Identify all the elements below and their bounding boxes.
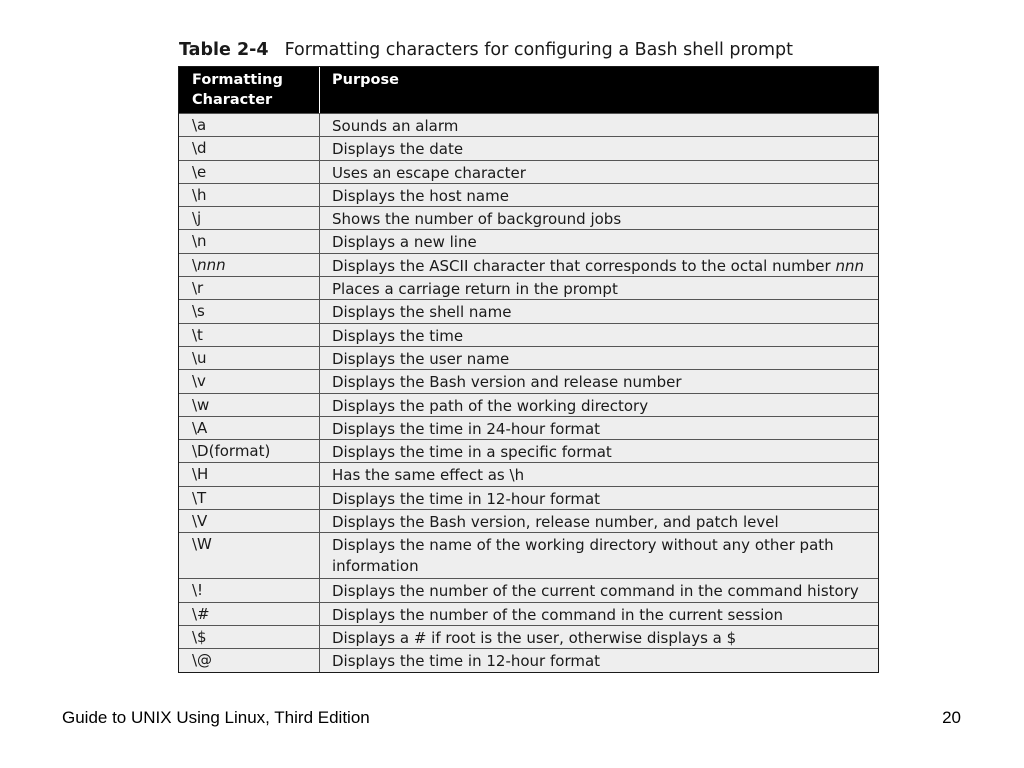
purpose-cell: Places a carriage return in the prompt [332,280,618,299]
table-row [179,346,878,369]
char-cell: \r [179,277,320,299]
char-cell: \V [179,510,320,532]
purpose-cell [320,254,878,276]
table-row [179,532,878,578]
table-row [179,509,878,532]
footer-book-title: Guide to UNIX Using Linux, Third Edition [62,708,370,727]
table-row [179,416,878,439]
char-italic: nnn [197,255,226,274]
char-cell: \T [179,487,320,509]
table-row [179,183,878,206]
purpose-cell: Displays the time in a specific format [332,443,612,462]
table-header-row [179,67,878,113]
char-cell: \H [179,463,320,485]
char-cell: \s [179,300,320,322]
table-row [179,299,878,322]
char-cell: \w [179,394,320,416]
header-col1-line2: Character [192,92,273,108]
table-row [179,323,878,346]
purpose-cell: Displays the time in 24-hour format [332,419,601,438]
table-row [179,578,878,601]
table-caption [179,38,793,62]
purpose-cell: Displays a new line [332,233,477,252]
purpose-cell: Displays the path of the working directory [332,396,649,415]
purpose-cell: Uses an escape character [332,163,526,182]
table-row [179,462,878,485]
char-prefix: \ [192,255,198,274]
table-row [179,229,878,252]
char-cell: \A [179,417,320,439]
char-cell: \$ [179,626,320,648]
char-cell: \W [179,533,320,578]
char-cell: \v [179,370,320,392]
char-cell: \D(format) [179,440,320,462]
header-formatting-character [179,67,320,113]
table-row [179,602,878,625]
table-row [179,113,878,136]
char-cell [179,254,320,276]
purpose-cell: Displays a # if root is the user, otherwise displays a $ [332,628,737,647]
header-col1-line1: Formatting [192,72,283,88]
table-row [179,136,878,159]
table-row [179,393,878,416]
char-cell: \e [179,161,320,183]
table-row [179,439,878,462]
char-cell: \j [179,207,320,229]
table-row [179,369,878,392]
char-cell: \t [179,324,320,346]
purpose-cell: Displays the time [332,326,464,345]
purpose-cell: Displays the name of the working directory without any other path information [332,536,834,576]
purpose-cell: Displays the time in 12-hour format [332,489,601,508]
char-cell: \u [179,347,320,369]
footer-page-number: 20 [942,708,961,727]
table-title: Formatting characters for configuring a Bash shell prompt [284,40,794,60]
purpose-cell: Displays the host name [332,186,509,205]
purpose-cell: Sounds an alarm [332,117,459,135]
purpose-cell: Displays the time in 12-hour format [332,652,601,671]
purpose-cell: Displays the Bash version and release number [332,373,682,392]
purpose-cell: Displays the number of the command in the current session [332,605,784,624]
table-number: Table 2-4 [179,40,269,60]
table-row [179,486,878,509]
purpose-text: Displays the ASCII character that corresponds to the octal number [332,256,831,275]
purpose-cell: Has the same effect as \h [332,466,525,485]
table-row [179,206,878,229]
char-cell: \d [179,137,320,159]
table-row [179,648,878,671]
purpose-cell: Displays the user name [332,349,510,368]
purpose-cell: Displays the shell name [332,303,512,322]
formatting-characters-table [178,66,879,673]
header-purpose: Purpose [332,72,399,88]
char-cell: \a [179,114,320,136]
table-row [179,160,878,183]
table-row [179,625,878,648]
purpose-cell: Displays the number of the current command in the command history [332,582,859,601]
char-cell: \n [179,230,320,252]
table-row [179,276,878,299]
purpose-cell: Displays the date [332,140,464,159]
char-cell: \h [179,184,320,206]
purpose-cell: Displays the Bash version, release number, and patch level [332,513,779,532]
purpose-cell: Shows the number of background jobs [332,210,622,229]
char-cell: \@ [179,649,320,671]
char-cell: \# [179,603,320,625]
char-cell: \! [179,579,320,601]
table-row [179,253,878,276]
purpose-italic: nnn [835,256,864,275]
